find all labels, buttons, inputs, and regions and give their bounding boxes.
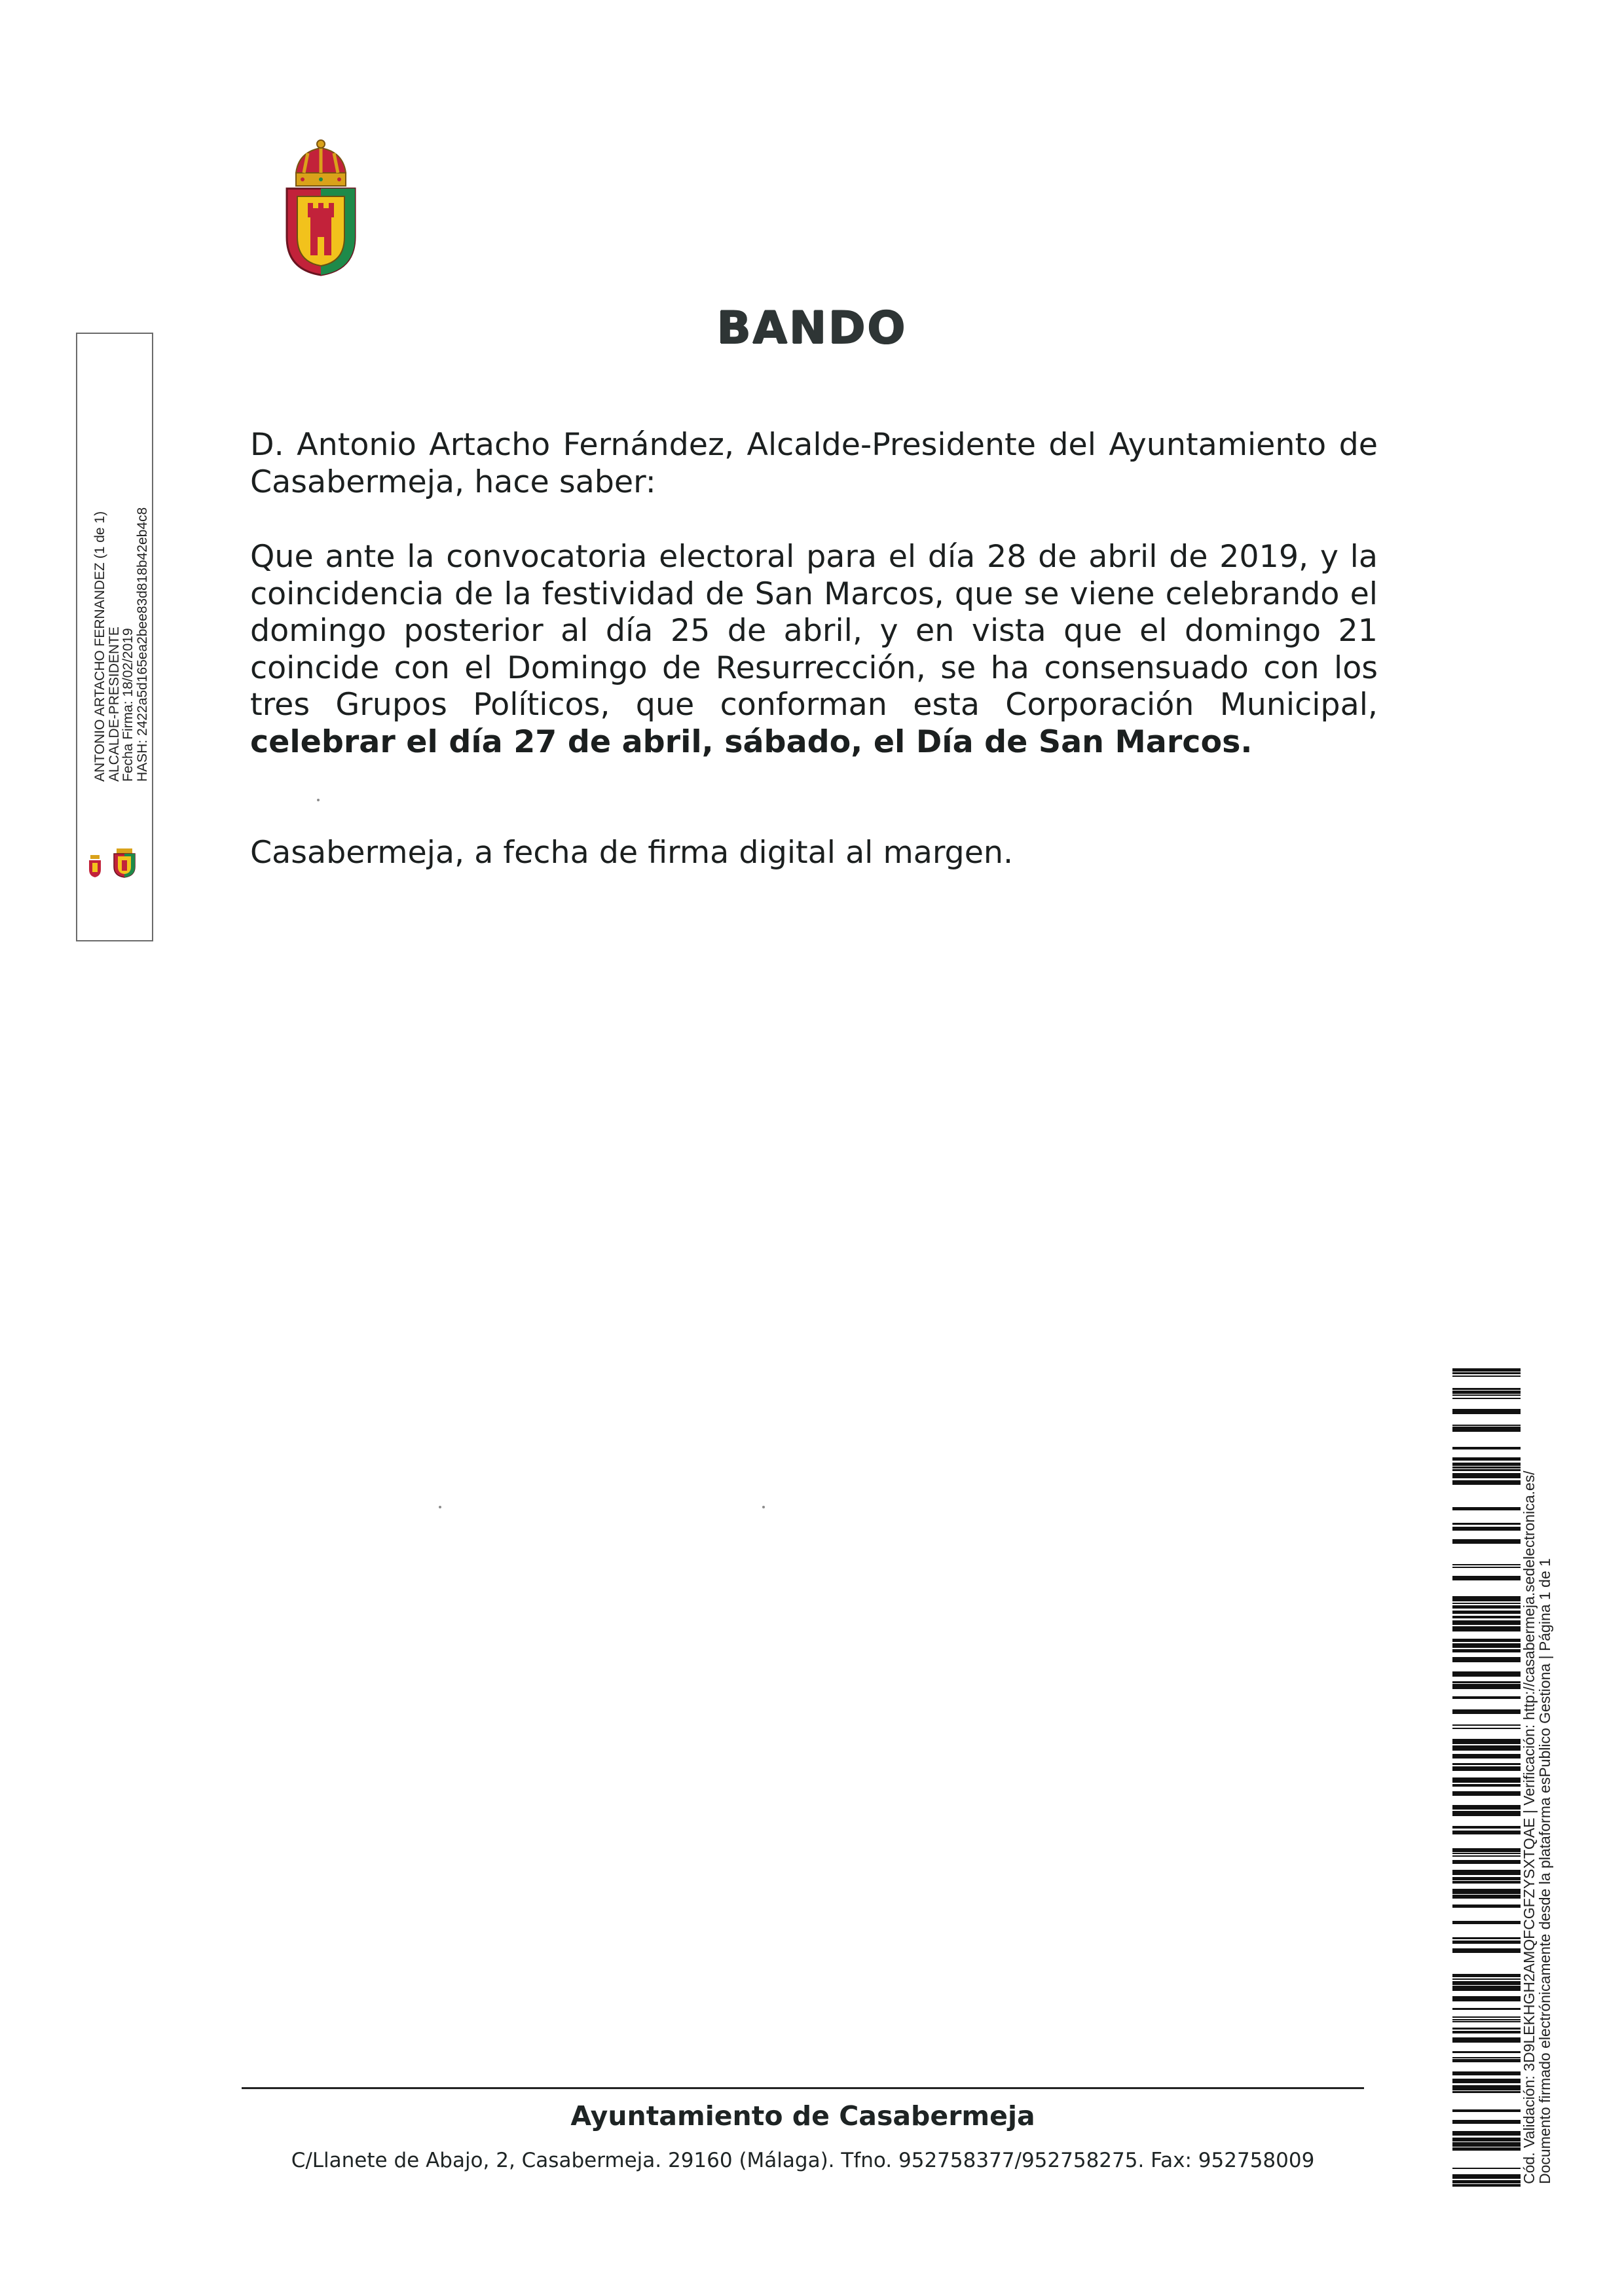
barcode-bar	[1452, 1467, 1521, 1468]
barcode-bar	[1452, 1480, 1521, 1485]
barcode-bar	[1452, 1463, 1521, 1466]
barcode-bar	[1452, 1763, 1521, 1765]
barcode-bar	[1452, 1376, 1521, 1377]
seal-icon	[86, 843, 143, 879]
barcode-bar	[1452, 2079, 1521, 2083]
barcode-bar	[1452, 1684, 1521, 1689]
barcode-bar	[1452, 2091, 1521, 2093]
barcode-bar	[1452, 1523, 1521, 1525]
signer-name: ANTONIO ARTACHO FERNANDEZ (1 de 1)	[92, 511, 107, 782]
verification-text	[1521, 1366, 1553, 2184]
announcement-paragraph	[250, 539, 1378, 761]
barcode-bar	[1452, 1620, 1521, 1625]
barcode-bar	[1452, 1643, 1521, 1648]
barcode-bar	[1452, 2120, 1521, 2124]
scan-speck	[762, 1506, 765, 1508]
barcode-bar	[1452, 1826, 1521, 1829]
barcode-bar	[1452, 1427, 1521, 1432]
barcode-bar	[1452, 1889, 1521, 1894]
barcode-bar	[1452, 1639, 1521, 1642]
barcode-bar	[1452, 1398, 1521, 1399]
barcode-bar	[1452, 1981, 1521, 1985]
barcode-bar	[1452, 1766, 1521, 1771]
barcode-bar	[1452, 1853, 1521, 1854]
barcode-bar	[1452, 1368, 1521, 1372]
barcode-bar	[1452, 1709, 1521, 1714]
barcode-bar	[1452, 2174, 1521, 2179]
barcode-bar	[1452, 1603, 1521, 1604]
barcode-bar	[1452, 1649, 1521, 1652]
barcode-bar	[1452, 1777, 1521, 1783]
barcode-bar	[1452, 2071, 1521, 2075]
barcode-bar	[1452, 1681, 1521, 1683]
digital-signature-box	[76, 333, 153, 941]
barcode-bar	[1452, 1657, 1521, 1662]
barcode-bar	[1452, 1811, 1521, 1816]
barcode-bar	[1452, 1457, 1521, 1461]
barcode-bar	[1452, 1473, 1521, 1478]
footer-divider	[242, 2087, 1364, 2089]
barcode-bar	[1452, 1948, 1521, 1953]
barcode-bar	[1452, 1391, 1521, 1394]
intro-paragraph	[250, 427, 1378, 501]
barcode-bar	[1452, 1895, 1521, 1899]
barcode-bar	[1452, 2031, 1521, 2033]
barcode-bar	[1452, 1507, 1521, 1510]
barcode-bar	[1452, 1728, 1521, 1729]
barcode-bar	[1452, 1425, 1521, 1426]
closing-text: Casabermeja, a fecha de firma digital al margen.	[250, 835, 1014, 871]
barcode-bar	[1452, 2037, 1521, 2043]
platform-note: Documento firmado electrónicamente desde la plataforma esPublico Gestiona | Página 1 de 1	[1536, 1558, 1553, 2184]
barcode-bar	[1452, 1626, 1521, 1631]
barcode-bar	[1452, 1941, 1521, 1944]
scan-speck	[317, 799, 320, 801]
barcode-bar	[1452, 1567, 1521, 1568]
barcode-bar	[1452, 1745, 1521, 1751]
scan-speck	[439, 1506, 441, 1508]
barcode-bar	[1452, 2168, 1521, 2169]
barcode-bar	[1452, 1937, 1521, 1939]
barcode-bar	[1452, 2142, 1521, 2147]
document-title: BANDO	[716, 302, 908, 354]
barcode-bar	[1452, 1784, 1521, 1787]
signature-hash: HASH: 2422a5d165ea2bee83d818b42eb4c8	[134, 507, 150, 782]
barcode-bar	[1452, 2059, 1521, 2062]
barcode-bar	[1452, 1724, 1521, 1726]
barcode-bar	[1452, 1527, 1521, 1531]
barcode-bar	[1452, 1671, 1521, 1677]
barcode-bar	[1452, 1870, 1521, 1875]
barcode-bar	[1452, 1447, 1521, 1449]
barcode-bar	[1452, 2109, 1521, 2112]
barcode-bar	[1452, 1754, 1521, 1758]
barcode-bar	[1452, 2051, 1521, 2053]
announcement-text: Que ante la convocatoria electoral para el día 28 de abril de 2019, y la coincidencia de la festividad de San Marcos, que se viene celebrando el domingo posterior al día 25 de abril, y en vista que el domingo 21 coincide con el Domingo de Resurrección, se ha consensuado con los tres Grupos Políticos, que conforman esta Corporación Municipal,	[250, 539, 1378, 723]
barcode-bar	[1452, 2138, 1521, 2141]
barcode-bar	[1452, 1855, 1521, 1857]
barcode-bar	[1452, 1394, 1521, 1396]
barcode-bar	[1452, 2184, 1521, 2187]
barcode-bar	[1452, 1904, 1521, 1908]
validation-code: Cód. Validación: 3D9LEKHGH2AMQFCGFZYSXTQAE | Verificación: http://casabermeja.sedelectronica.es/	[1521, 1470, 1538, 2184]
barcode-bar	[1452, 1831, 1521, 1834]
barcode-bar	[1452, 1978, 1521, 1980]
barcode-bar	[1452, 1860, 1521, 1864]
barcode-bar	[1452, 1372, 1521, 1374]
signature-date: Fecha Firma: 18/02/2019	[120, 628, 136, 782]
barcode-bar	[1452, 1564, 1521, 1565]
barcode-bar	[1452, 1616, 1521, 1618]
closing-paragraph	[250, 835, 1378, 872]
signer-role: ALCALDE-PRESIDENTE	[106, 627, 122, 782]
barcode-bar	[1452, 2085, 1521, 2090]
barcode-bar	[1452, 1605, 1521, 1609]
barcode-bar	[1452, 1996, 1521, 2001]
barcode-bar	[1452, 2131, 1521, 2136]
barcode-bar	[1452, 1596, 1521, 1601]
barcode-bar	[1452, 2008, 1521, 2010]
barcode-bar	[1452, 1388, 1521, 1390]
barcode-bar	[1452, 1848, 1521, 1852]
barcode-bar	[1452, 1805, 1521, 1810]
barcode-bar	[1452, 2180, 1521, 2183]
footer-organization: Ayuntamiento de Casabermeja	[570, 2100, 1035, 2132]
barcode-bar	[1452, 1611, 1521, 1614]
barcode-bar	[1452, 2016, 1521, 2018]
announcement-highlight: celebrar el día 27 de abril, sábado, el Día de San Marcos.	[250, 723, 1253, 760]
barcode-bar	[1452, 2147, 1521, 2151]
barcode-bar	[1452, 2028, 1521, 2030]
barcode-bar	[1452, 1576, 1521, 1580]
barcode-bar	[1452, 1696, 1521, 1699]
barcode-bar	[1452, 1539, 1521, 1544]
footer-address: C/Llanete de Abajo, 2, Casabermeja. 29160 (Málaga). Tfno. 952758377/952758275. Fax: 952758009	[291, 2149, 1315, 2172]
signature-text	[93, 415, 149, 782]
barcode-bar	[1452, 2057, 1521, 2058]
barcode-bar	[1452, 2019, 1521, 2020]
barcode-bar	[1452, 1739, 1521, 1744]
validation-barcode	[1452, 1368, 1521, 2187]
barcode-bar	[1452, 1791, 1521, 1796]
barcode-bar	[1452, 1877, 1521, 1880]
barcode-bar	[1452, 2021, 1521, 2022]
coat-of-arms-icon	[283, 139, 359, 278]
barcode-bar	[1452, 1409, 1521, 1414]
barcode-bar	[1452, 1986, 1521, 1991]
barcode-bar	[1452, 1974, 1521, 1977]
intro-text: D. Antonio Artacho Fernández, Alcalde-Presidente del Ayuntamiento de Casabermeja, hace saber:	[250, 427, 1378, 500]
barcode-bar	[1452, 1469, 1521, 1471]
barcode-bar	[1452, 1921, 1521, 1924]
barcode-bar	[1452, 1881, 1521, 1884]
